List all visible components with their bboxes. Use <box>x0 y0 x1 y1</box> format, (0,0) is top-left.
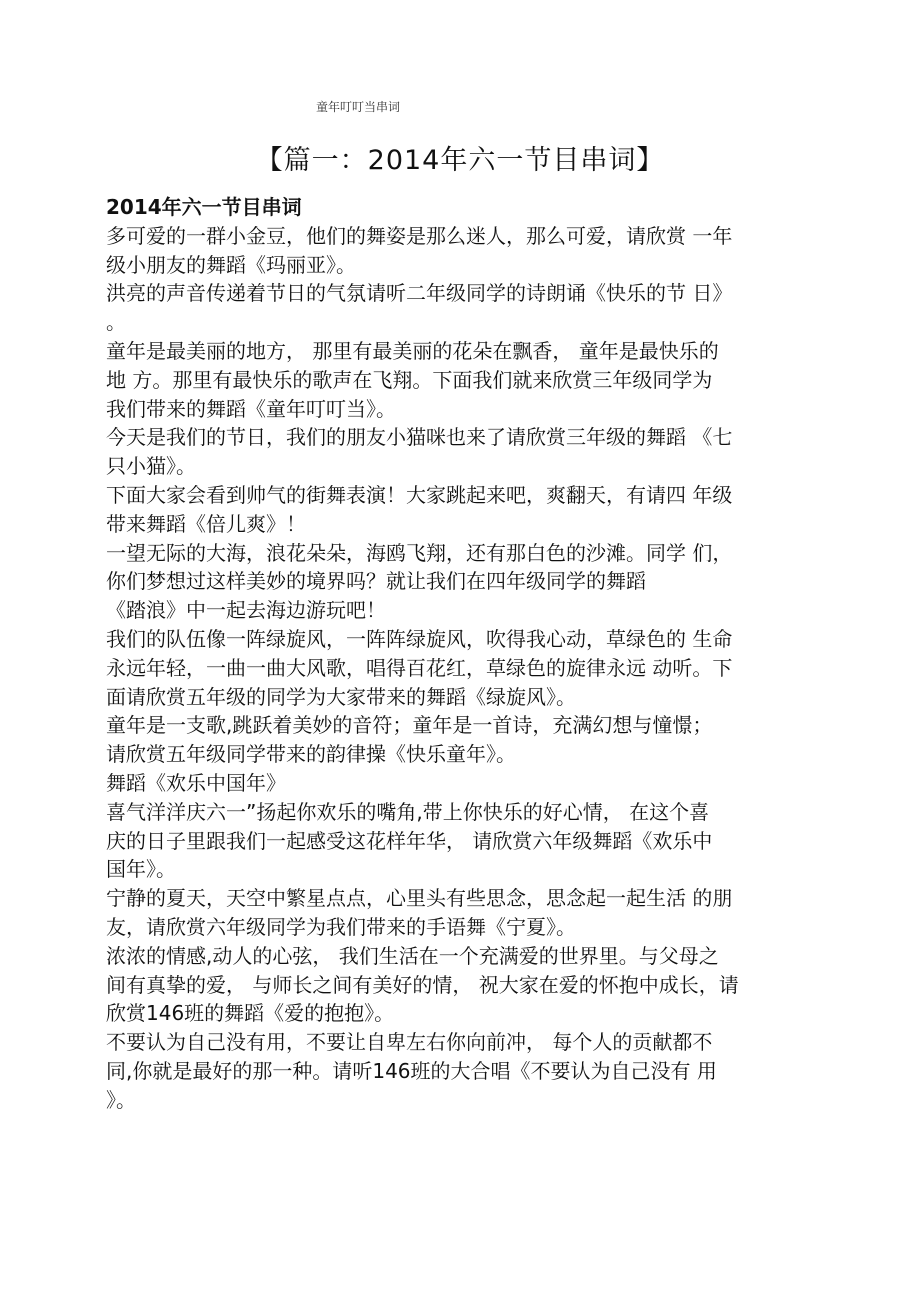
body-line: 洪亮的声音传递着节日的气氛请听二年级同学的诗朗诵《快乐的节 日》 <box>106 281 733 306</box>
body-line: 多可爱的一群小金豆，他们的舞姿是那么迷人，那么可爱，请欣赏 一年 <box>106 223 733 248</box>
body-line: 。 <box>106 310 126 335</box>
body-line: 今天是我们的节日，我们的朋友小猫咪也来了请欣赏三年级的舞蹈 《七 <box>106 425 733 450</box>
body-line: 《踏浪》中一起去海边游玩吧！ <box>106 598 386 623</box>
body-line: 间有真挚的爱， 与师长之间有美好的情， 祝大家在爱的怀抱中成长，请 <box>106 972 739 997</box>
body-line: 我们的队伍像一阵绿旋风，一阵阵绿旋风，吹得我心动，草绿色的 生命 <box>106 626 733 651</box>
body-line: 只小猫》。 <box>106 454 196 479</box>
body-line: 一望无际的大海，浪花朵朵，海鸥飞翔，还有那白色的沙滩。同学 们， <box>106 540 733 565</box>
body-line: 》。 <box>106 1087 136 1112</box>
body-line: 地 方。那里有最快乐的歌声在飞翔。下面我们就来欣赏三年级同学为 <box>106 367 713 392</box>
body-line: 庆的日子里跟我们一起感受这花样年华， 请欣赏六年级舞蹈《欢乐中 <box>106 828 713 853</box>
body-line: 带来舞蹈《倍儿爽》！ <box>106 511 306 536</box>
body-line: 同,你就是最好的那一种。请听146班的大合唱《不要认为自己没有 用 <box>106 1058 717 1083</box>
body-line: 我们带来的舞蹈《童年叮叮当》。 <box>106 396 396 421</box>
page-title: 【篇一：2014年六一节目串词】 <box>255 145 665 176</box>
header-note: 童年叮叮当串词 <box>316 100 401 114</box>
body-line: 童年是一支歌,跳跃着美妙的音符；童年是一首诗，充满幻想与憧憬； <box>106 713 713 738</box>
body-line: 友，请欣赏六年级同学为我们带来的手语舞《宁夏》。 <box>106 914 576 939</box>
body-line: 2014年六一节目串词 <box>106 195 302 219</box>
body-line: 永远年轻，一曲一曲大风歌，唱得百花红，草绿色的旋律永远 动听。下 <box>106 655 733 680</box>
body-line: 级小朋友的舞蹈《玛丽亚》。 <box>106 252 356 277</box>
document-body <box>106 193 822 1115</box>
body-line: 面请欣赏五年级的同学为大家带来的舞蹈《绿旋风》。 <box>106 684 576 709</box>
body-line: 请欣赏五年级同学带来的韵律操《快乐童年》。 <box>106 742 516 767</box>
body-line: 欣赏146班的舞蹈《爱的抱抱》。 <box>106 1001 395 1026</box>
body-line: 舞蹈《欢乐中国年》 <box>106 770 286 795</box>
body-line: 浓浓的情感,动人的心弦， 我们生活在一个充满爱的世界里。与父母之 <box>106 943 719 968</box>
body-line: 宁静的夏天，天空中繁星点点，心里头有些思念，思念起一起生活 的朋 <box>106 886 733 911</box>
body-line: 国年》。 <box>106 857 176 882</box>
body-line: 下面大家会看到帅气的街舞表演！大家跳起来吧，爽翻天，有请四 年级 <box>106 482 733 507</box>
body-line: 不要认为自己没有用，不要让自卑左右你向前冲， 每个人的贡献都不 <box>106 1030 713 1055</box>
body-line: 童年是最美丽的地方， 那里有最美丽的花朵在飘香， 童年是最快乐的 <box>106 338 719 363</box>
body-line: 喜气洋洋庆六一”扬起你欢乐的嘴角,带上你快乐的好心情， 在这个喜 <box>106 799 710 824</box>
body-line: 你们梦想过这样美妙的境界吗？就让我们在四年级同学的舞蹈 <box>106 569 646 594</box>
